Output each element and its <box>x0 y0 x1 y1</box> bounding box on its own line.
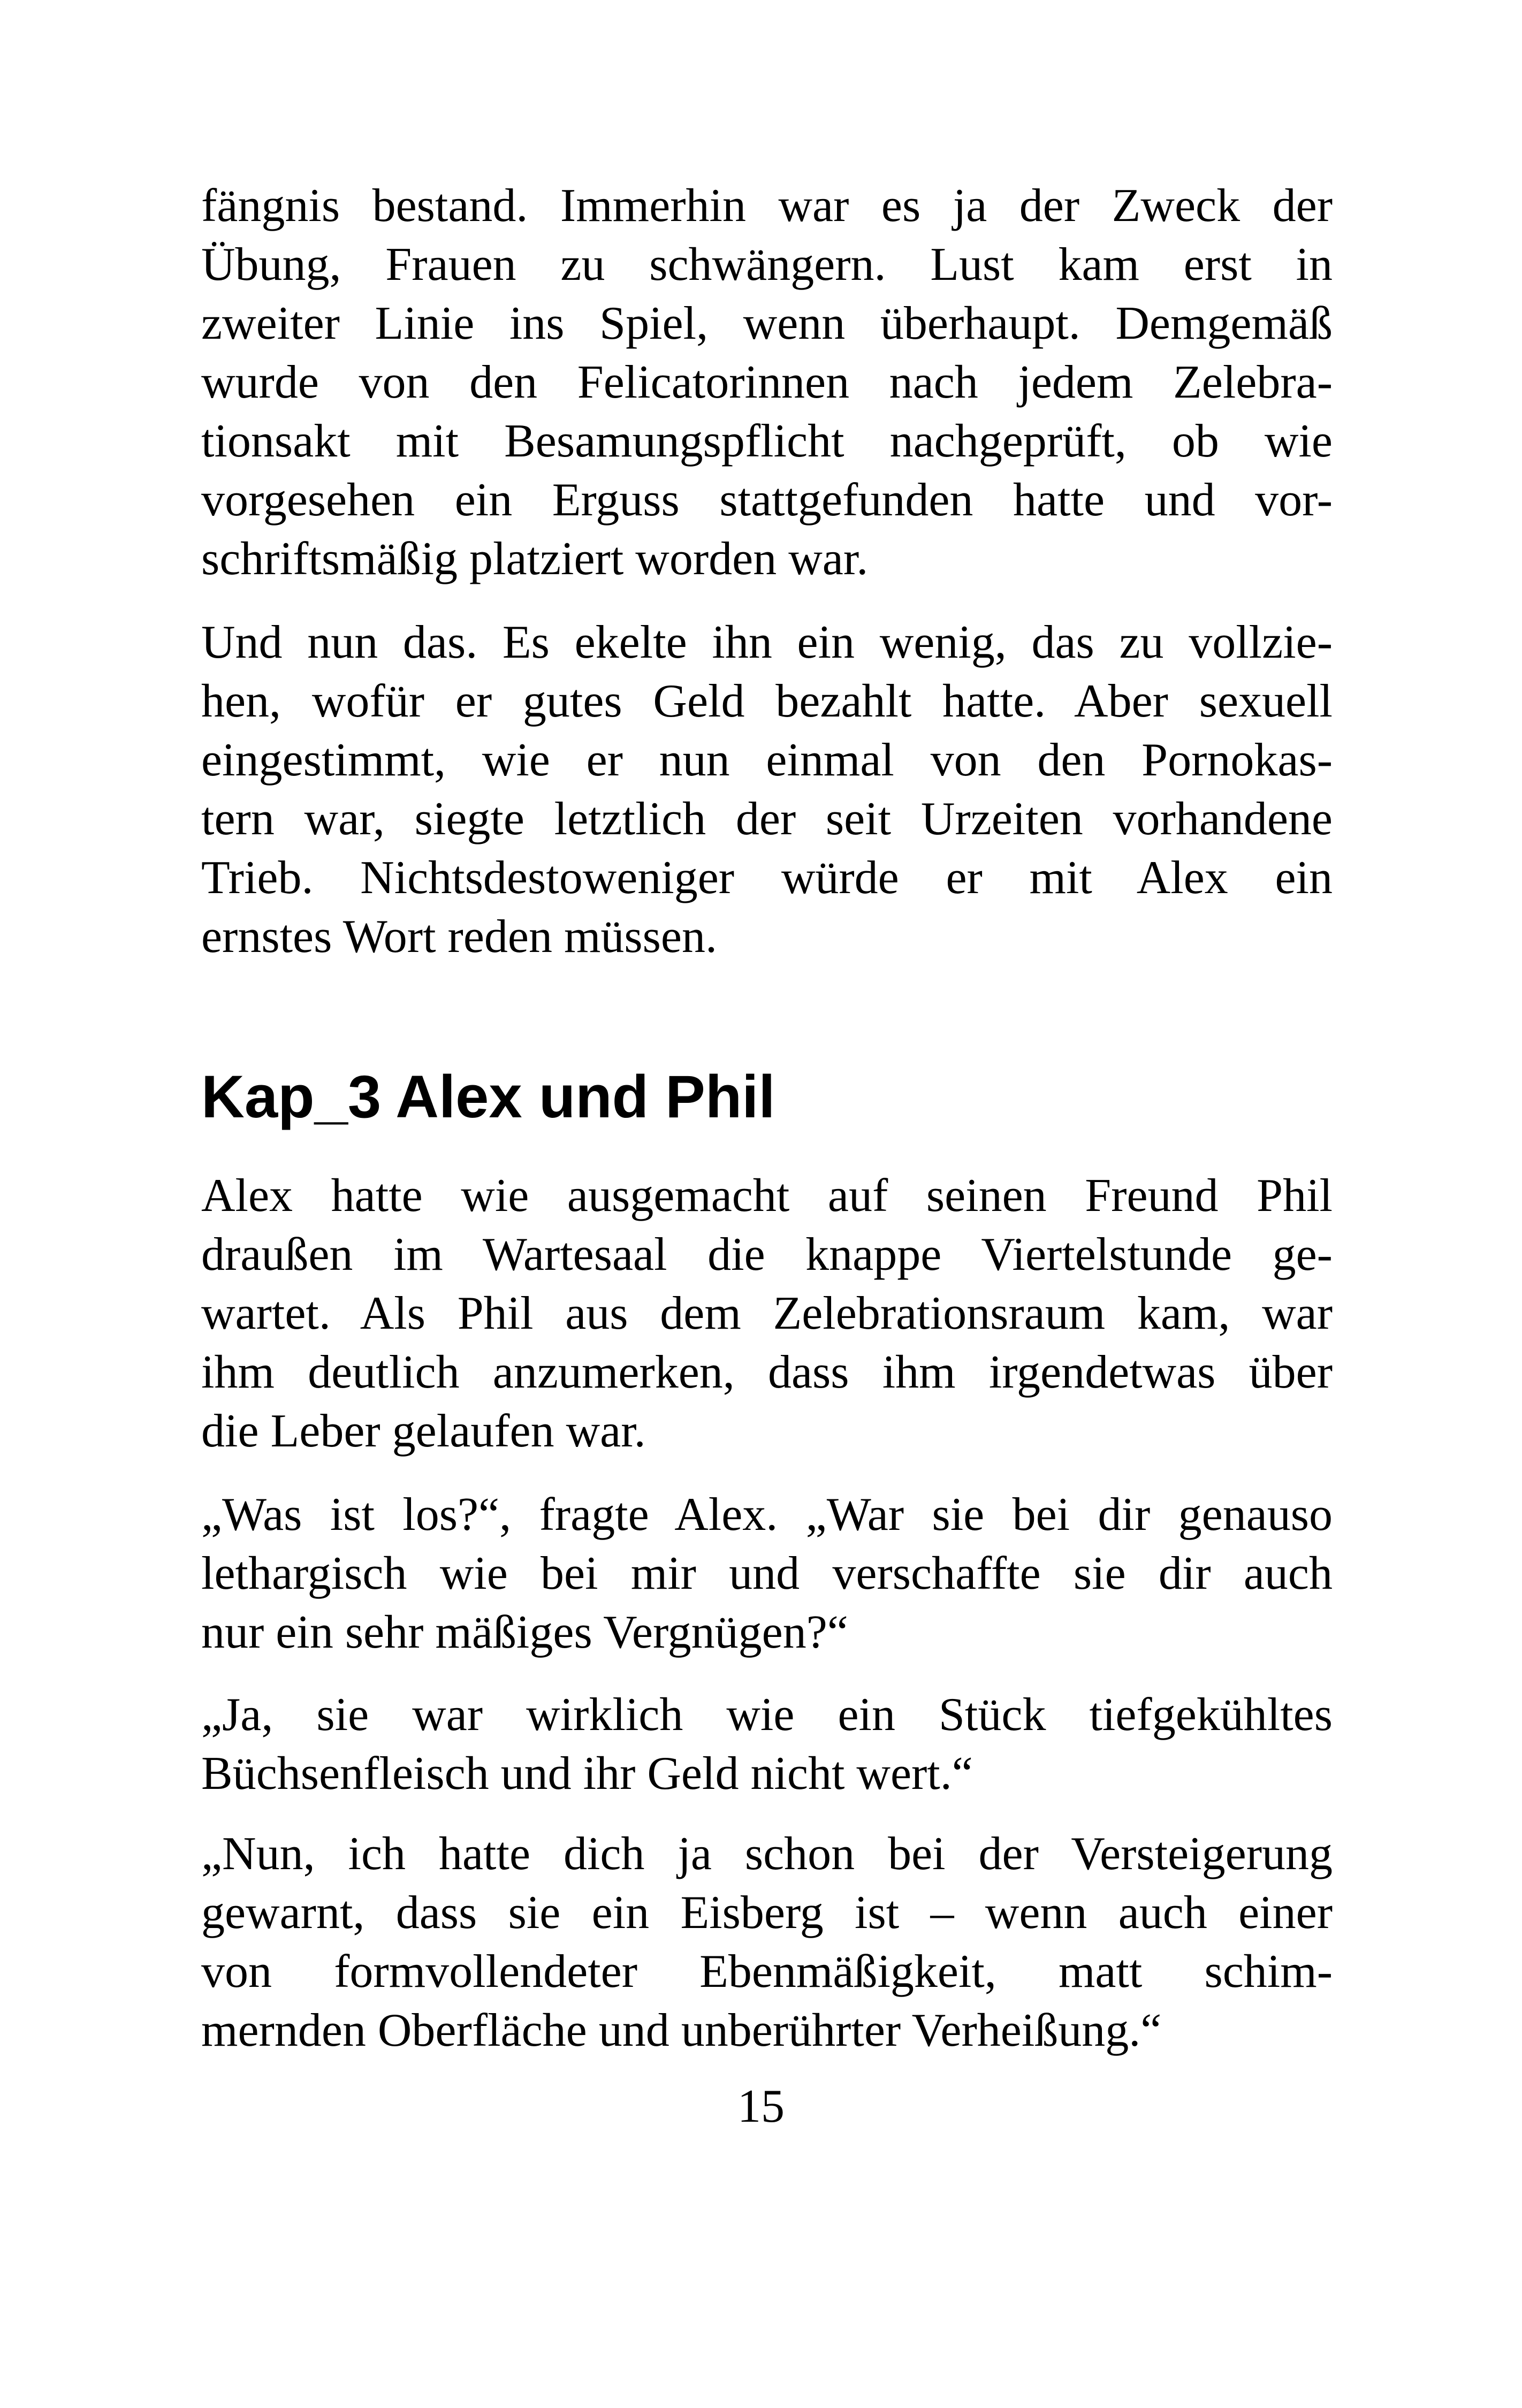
text-line: vorgesehen ein Erguss stattgefunden hatte und vor- <box>201 474 1333 526</box>
text-line: gewarnt, dass sie ein Eisberg ist – wenn auch einer <box>201 1887 1333 1939</box>
text-line: von formvollendeter Ebenmäßigkeit, matt schim- <box>201 1946 1333 1998</box>
page-number: 15 <box>737 2081 785 2132</box>
text-line: die Leber gelaufen war. <box>201 1405 646 1457</box>
text-line: „Ja, sie war wirklich wie ein Stück tiefgekühltes <box>201 1689 1333 1741</box>
text-line: „Nun, ich hatte dich ja schon bei der Versteigerung <box>201 1828 1333 1880</box>
text-line: Alex hatte wie ausgemacht auf seinen Freund Phil <box>201 1170 1333 1222</box>
text-line: zweiter Linie ins Spiel, wenn überhaupt. Demgemäß <box>201 298 1333 349</box>
text-line: wartet. Als Phil aus dem Zelebrationsraum kam, war <box>201 1287 1333 1339</box>
text-line: wurde von den Felicatorinnen nach jedem Zelebra- <box>201 356 1333 408</box>
paragraph-1 <box>201 177 1333 589</box>
text-line: Trieb. Nichtsdestoweniger würde er mit Alex ein <box>201 852 1333 904</box>
paragraph-6 <box>201 1825 1333 2060</box>
text-line: Büchsenfleisch und ihr Geld nicht wert.“ <box>201 1748 973 1800</box>
text-line: mernden Oberfläche und unberührter Verheißung.“ <box>201 2005 1162 2056</box>
text-line: lethargisch wie bei mir und verschaffte sie dir auch <box>201 1548 1333 1599</box>
text-line: eingestimmt, wie er nun einmal von den Pornokas- <box>201 734 1333 786</box>
text-line: „Was ist los?“, fragte Alex. „War sie bei dir genauso <box>201 1489 1333 1541</box>
paragraph-4 <box>201 1485 1333 1662</box>
chapter-heading: Kap_3 Alex und Phil <box>201 1063 775 1130</box>
text-line: hen, wofür er gutes Geld bezahlt hatte. Aber sexuell <box>201 675 1333 727</box>
text-line: nur ein sehr mäßiges Vergnügen?“ <box>201 1606 848 1658</box>
paragraph-5 <box>201 1686 1333 1803</box>
text-line: ihm deutlich anzumerken, dass ihm irgendetwas über <box>201 1346 1333 1398</box>
text-line: schriftsmäßig platziert worden war. <box>201 533 869 585</box>
paragraph-2 <box>201 613 1333 966</box>
paragraph-3 <box>201 1167 1333 1461</box>
text-line: ernstes Wort reden müssen. <box>201 911 717 963</box>
text-line: tern war, siegte letztlich der seit Urzeiten vorhandene <box>201 793 1333 845</box>
text-line: Übung, Frauen zu schwängern. Lust kam erst in <box>201 239 1333 291</box>
text-line: tionsakt mit Besamungspflicht nachgeprüft, ob wie <box>201 415 1333 467</box>
text-line: draußen im Wartesaal die knappe Viertelstunde ge- <box>201 1229 1333 1281</box>
text-line: fängnis bestand. Immerhin war es ja der Zweck der <box>201 180 1333 232</box>
text-line: Und nun das. Es ekelte ihn ein wenig, das zu vollzie- <box>201 616 1333 668</box>
